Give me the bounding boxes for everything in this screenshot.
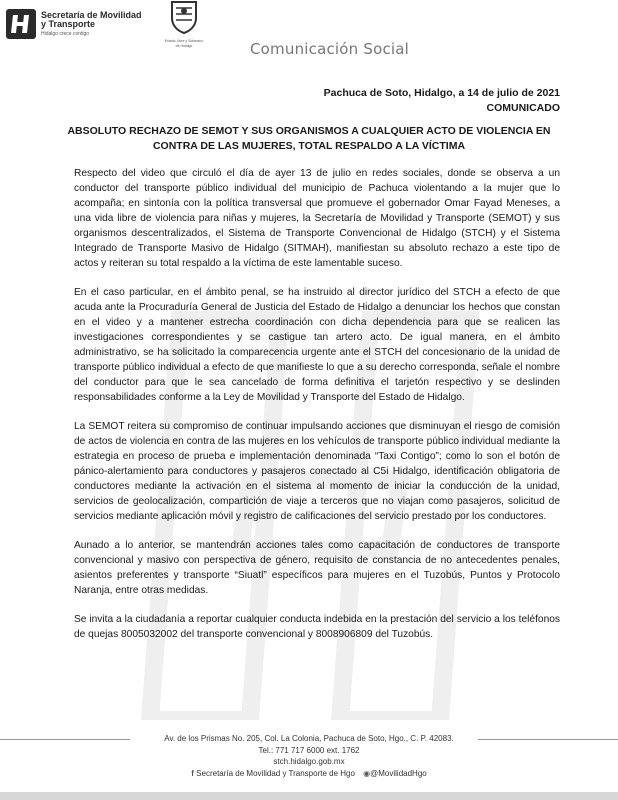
- twitter-icon[interactable]: ◉: [363, 768, 371, 778]
- paragraph: La SEMOT reitera su compromiso de continuar impulsando acciones que disminuyan el riesgo de comisión de actos de violencia en contra de las mujeres en los vehículos de transporte público individual mediante la estrategia en proceso de prueba e implementación denominada “Taxi Contigo”; como lo son el botón de pánico-alertamiento para conductores y pasajeros conectado al C5i Hidalgo, identificación obligatoria de conductores mediante la activación en el sistema al momento de iniciar la conducción de la unidad, servicios de geolocalización, compartición de viaje a terceros que no viajan como pasajeros, solicitud de servicios mediante aplicación móvil y registro de calificaciones del servicio prestado por los conductores.: [74, 421, 560, 522]
- date-block: [324, 86, 560, 116]
- paragraph: En el caso particular, en el ámbito penal, se ha instruido al director jurídico del STCH a efecto de que acuda ante la Procuraduría General de Justicia del Estado de Hidalgo a denunciar los hechos que constan en el video y a mantener estrecha coordinación con dicha dependencia para que se realicen las investigaciones correspondientes y se castigue tan artero acto. De igual manera, en el ámbito administrativo, se ha solicitado la comparecencia urgente ante el STCH del concesionario de la unidad de transporte público individual a efecto de que manifieste lo que a su derecho corresponda, señale el nombre del conductor para que le sea cancelado de forma definitiva el tarjetón respectivo y se deslinden responsabilidades conforme a la Ley de Movilidad y Transporte del Estado de Hidalgo.: [74, 287, 560, 403]
- body-text: [74, 166, 560, 656]
- document-type: COMUNICADO: [486, 102, 560, 114]
- footer-social: [0, 768, 618, 780]
- org-slogan: Hidalgo crece contigo: [41, 30, 90, 37]
- org-name-line1: Secretaría de Movilidad: [41, 9, 142, 20]
- footer-facebook[interactable]: Secretaría de Movilidad y Transporte de Hgo: [196, 768, 355, 778]
- date-line: Pachuca de Soto, Hidalgo, a 14 de julio de 2021: [323, 87, 560, 99]
- footer-website[interactable]: stch.hidalgo.gob.mx: [273, 757, 345, 766]
- h-logo-icon: [6, 9, 36, 39]
- footer-twitter[interactable]: @MovilidadHgo: [370, 768, 427, 778]
- semot-logo: [6, 4, 142, 44]
- state-shield-icon: [170, 0, 198, 34]
- facebook-icon[interactable]: f: [191, 768, 194, 778]
- footer-address: Av. de los Prismas No. 205, Col. La Colonia, Pachuca de Soto, Hgo., C. P. 42083.: [164, 734, 454, 743]
- org-name-line2: y Transporte: [41, 19, 96, 30]
- footer: [0, 728, 618, 779]
- state-shield: [164, 0, 204, 50]
- paragraph: Se invita a la ciudadanía a reportar cualquier conducta indebida en la prestación del servicio a los teléfonos de quejas 8005032002 del transporte convencional y 8008906809 del Tuzobús.: [74, 614, 560, 640]
- bottom-bar: [0, 792, 618, 800]
- paragraph: Aunado a lo anterior, se mantendrán acciones tales como capacitación de conductores de transporte convencional y masivo con perspectiva de género, requisito de constancia de no antecedentes penales, asientos preferentes y transporte “Siuatl” específicos para mujeres en el Tuzobús, Puntos y Protocolo Naranja, entre otras medidas.: [74, 540, 560, 596]
- shield-caption-2: de Hidalgo: [175, 43, 193, 48]
- footer-phone: Tel.: 771 717 6000 ext. 1762: [258, 745, 360, 755]
- headline: ABSOLUTO RECHAZO DE SEMOT Y SUS ORGANISMOS A CUALQUIER ACTO DE VIOLENCIA EN CONTRA DE LAS MUJERES, TOTAL RESPALDO A LA VÍCTIMA: [67, 125, 551, 152]
- paragraph: Respecto del video que circuló el día de ayer 13 de julio en redes sociales, donde se observa a un conductor del transporte público individual del municipio de Pachuca violentando a la mujer que lo acompaña; en sintonía con la política transversal que promueve el gobernador Omar Fayad Meneses, a una vida libre de violencia para niñas y mujeres, la Secretaría de Movilidad y Transporte (SEMOT) y sus organismos descentralizados, el Sistema de Transporte Convencional de Hidalgo (STCH) y el Sistema Integrado de Transporte Masivo de Hidalgo (SITMAH), manifiestan su absoluto rechazo a este tipo de actos y reiteran su total respaldo a la víctima de este lamentable suceso.: [74, 168, 560, 269]
- section-title: Comunicación Social: [250, 40, 410, 58]
- shield-caption-1: Estado Libre y Soberano: [164, 39, 204, 43]
